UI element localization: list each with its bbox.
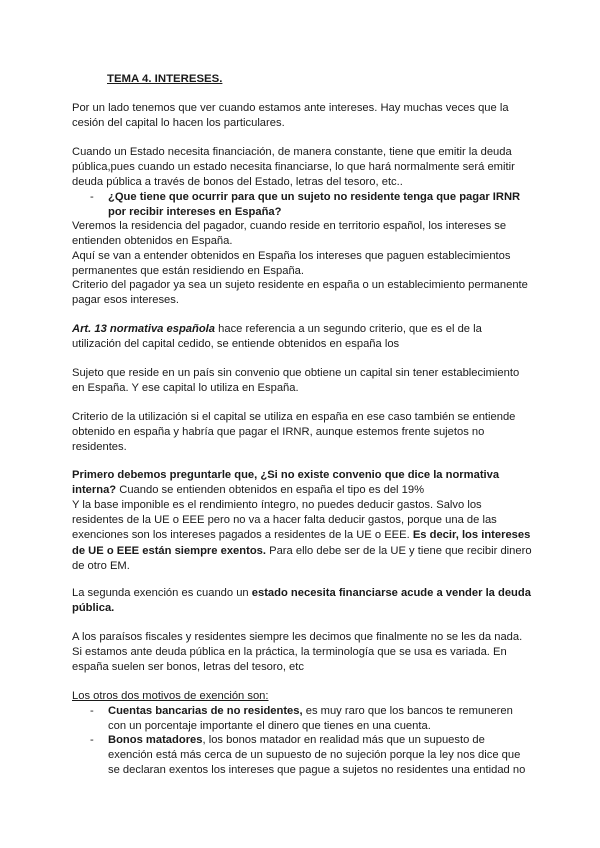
page-title: TEMA 4. INTERESES. <box>107 73 223 85</box>
normativa-question: Primero debemos preguntarle que, ¿Si no existe convenio que dice la normativa interna? <box>72 469 500 497</box>
paragraph-establecimientos: Aquí se van a entender obtenidos en España los intereses que paguen establecimientos permanentes que están residiendo en España. <box>72 250 511 278</box>
art-13-text: hace referencia a un segundo criterio, que es el de la utilización del capital cedido, se entiende obtenidos en españa los <box>72 323 482 351</box>
paragraph-segunda-exencion <box>72 586 532 616</box>
paragraph-criterio-pagador: Criterio del pagador ya sea un sujeto residente en españa o un establecimiento permanente pagar esos intereses. <box>72 279 528 307</box>
cuentas-bancarias-text: es muy raro que los bancos te remuneren con un porcentaje importante el dinero que tienes en una cuenta. <box>108 705 513 733</box>
base-imponible-rest: Para ello debe ser de la UE y tiene que recibir dinero de otro EM. <box>72 544 532 572</box>
base-imponible-text: Y la base imponible es el rendimiento íntegro, no puedes deducir gastos. Salvo los residentes de la UE o EEE pero no va a hacer falta deducir gastos, porque una de las exenciones son los intereses pagados a residentes de la UE o EEE. <box>72 499 497 542</box>
paragraph-deuda-publica: Cuando un Estado necesita financiación, de manera constante, tiene que emitir la deuda pública,pues cuando un estado necesita financiarse, lo que hará normalmente será emitir deuda pública a través de bonos del Estado, letras del tesoro, etc.. <box>72 146 515 189</box>
paragraph-base-imponible <box>72 498 532 574</box>
paragraph-intro: Por un lado tenemos que ver cuando estamos ante intereses. Hay muchas veces que la cesión del capital lo hacen los particulares. <box>72 102 509 130</box>
cuentas-bancarias-label: Cuentas bancarias de no residentes, <box>108 705 303 717</box>
subheading-otros-motivos: Los otros dos motivos de exención son: <box>72 690 269 702</box>
paragraph-sujeto-sin-convenio: Sujeto que reside en un país sin convenio que obtiene un capital sin tener establecimiento en España. Y ese capital lo utiliza en España. <box>72 367 520 395</box>
normativa-answer: Cuando se entienden obtenidos en españa el tipo es del 19% <box>116 484 425 497</box>
bonos-matadores-label: Bonos matadores <box>108 734 203 746</box>
segunda-exencion-highlight: estado necesita financiarse acude a vender la deuda pública. <box>72 587 531 615</box>
art-13-reference: Art. 13 normativa española <box>72 323 216 335</box>
paragraph-normativa-interna <box>72 468 532 498</box>
bonos-matadores-text: , los bonos matador en realidad más que un supuesto de exención está más cerca de un supuesto de no sujeción porque la ley nos dice que se declaran exentos los intereses que pague a sujetos no residentes una entidad no <box>108 734 526 777</box>
bullet-cuentas-bancarias <box>108 704 532 734</box>
bullet-bonos-matadores <box>108 733 532 779</box>
paragraph-paraisos-fiscales: A los paraísos fiscales y residentes siempre les decimos que finalmente no se les da nada. Si estamos ante deuda pública en la práctica, la terminología que se usa es variada. En españa suelen ser bonos, letras del tesoro, etc <box>72 631 523 674</box>
paragraph-art-13 <box>72 322 532 352</box>
segunda-exencion-text: La segunda exención es cuando un <box>72 587 252 599</box>
exencion-ue-highlight: Es decir, los intereses de UE o EEE están siempre exentos. <box>72 529 531 557</box>
bullet-dash: - <box>90 191 94 203</box>
bullet-dash: - <box>90 734 94 746</box>
bullet-question-irnr: ¿Que tiene que ocurrir para que un sujeto no residente tenga que pagar IRNR por recibir intereses en España? <box>108 191 521 219</box>
paragraph-residencia-pagador: Veremos la residencia del pagador, cuando reside en territorio español, los intereses se entienden obtenidos en España. <box>72 220 507 248</box>
bullet-dash: - <box>90 705 94 717</box>
paragraph-criterio-utilizacion: Criterio de la utilización si el capital se utiliza en españa en ese caso también se entiende obtenido en españa y habría que pagar el IRNR, aunque estemos frente sujetos no residentes. <box>72 411 516 454</box>
